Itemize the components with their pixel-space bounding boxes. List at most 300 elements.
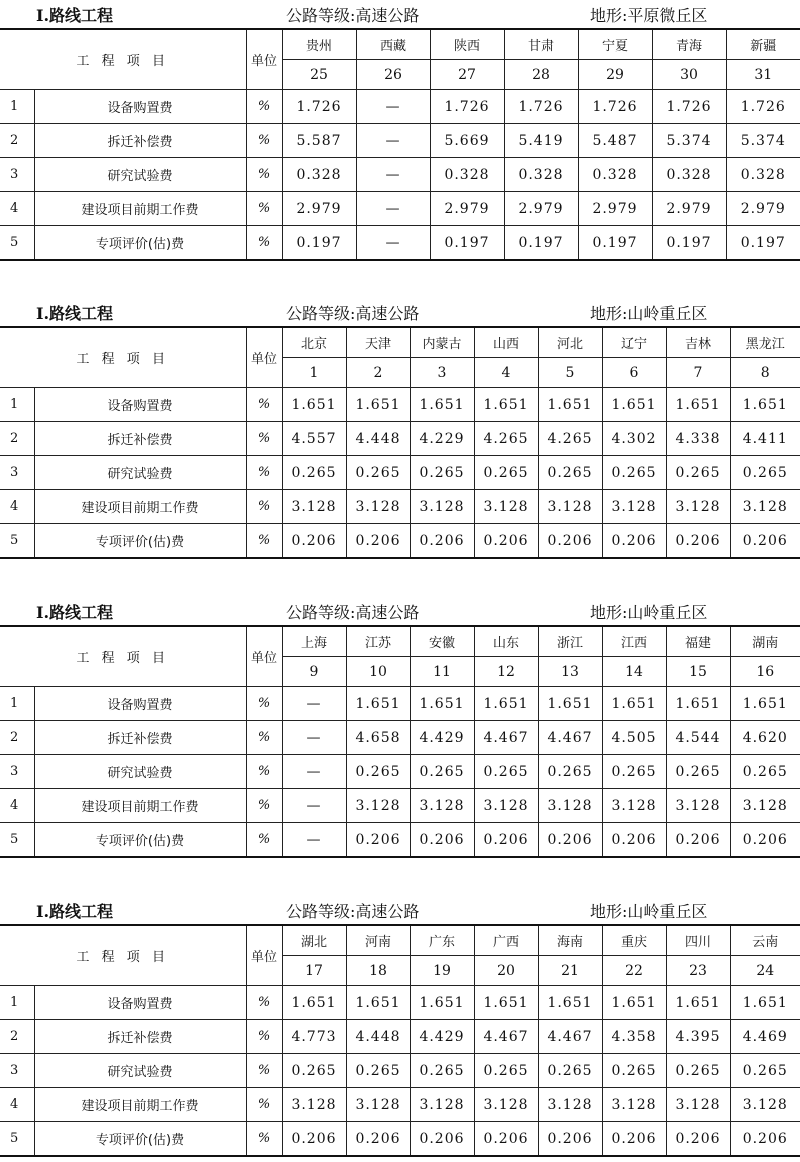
rate-value-cell: 0.328 bbox=[652, 158, 726, 192]
cost-item-name-cell: 设备购置费 bbox=[34, 388, 246, 422]
rate-value-cell: 0.206 bbox=[474, 823, 538, 858]
rate-value-cell: — bbox=[282, 687, 346, 721]
unit-cell: % bbox=[246, 1054, 282, 1088]
province-code-cell: 24 bbox=[730, 956, 800, 986]
row-number-cell: 3 bbox=[0, 1054, 34, 1088]
rate-value-cell: 3.128 bbox=[730, 1088, 800, 1122]
section-header bbox=[0, 896, 800, 924]
row-number-cell: 1 bbox=[0, 986, 34, 1020]
rate-value-cell: 1.726 bbox=[282, 90, 356, 124]
rate-value-cell: 1.651 bbox=[602, 388, 666, 422]
rate-value-cell: 3.128 bbox=[474, 490, 538, 524]
section-title: Ⅰ.路线工程 bbox=[36, 902, 114, 921]
province-code-cell: 18 bbox=[346, 956, 410, 986]
unit-cell: % bbox=[246, 158, 282, 192]
cost-item-name-cell: 建设项目前期工作费 bbox=[34, 192, 246, 226]
rate-value-cell: 4.505 bbox=[602, 721, 666, 755]
province-name-cell: 江苏 bbox=[346, 626, 410, 657]
rate-value-cell: 0.197 bbox=[726, 226, 800, 261]
province-name-cell: 山东 bbox=[474, 626, 538, 657]
rate-value-cell: 0.328 bbox=[726, 158, 800, 192]
rate-value-cell: 1.651 bbox=[730, 388, 800, 422]
rate-value-cell: 5.587 bbox=[282, 124, 356, 158]
rate-value-cell: — bbox=[282, 789, 346, 823]
row-number-cell: 5 bbox=[0, 1122, 34, 1157]
cost-rate-table bbox=[0, 625, 800, 858]
rate-value-cell: 4.411 bbox=[730, 422, 800, 456]
row-number-cell: 3 bbox=[0, 755, 34, 789]
rate-value-cell: 0.197 bbox=[430, 226, 504, 261]
rate-value-cell: 2.979 bbox=[504, 192, 578, 226]
table-row bbox=[0, 1020, 800, 1054]
rate-value-cell: 0.265 bbox=[666, 755, 730, 789]
province-name-cell: 内蒙古 bbox=[410, 327, 474, 358]
rate-value-cell: 3.128 bbox=[346, 490, 410, 524]
rate-value-cell: 4.557 bbox=[282, 422, 346, 456]
rate-value-cell: 1.651 bbox=[666, 986, 730, 1020]
rate-value-cell: 1.651 bbox=[538, 986, 602, 1020]
header-row-province-names bbox=[0, 925, 800, 956]
rate-value-cell: 3.128 bbox=[410, 490, 474, 524]
rate-value-cell: 1.651 bbox=[282, 986, 346, 1020]
row-number-cell: 5 bbox=[0, 226, 34, 261]
province-code-cell: 10 bbox=[346, 657, 410, 687]
table-row bbox=[0, 192, 800, 226]
rate-value-cell: 4.620 bbox=[730, 721, 800, 755]
cost-rate-table bbox=[0, 28, 800, 261]
rate-value-cell: 3.128 bbox=[410, 789, 474, 823]
unit-cell: % bbox=[246, 823, 282, 858]
row-number-cell: 2 bbox=[0, 721, 34, 755]
row-number-cell: 4 bbox=[0, 789, 34, 823]
rate-value-cell: 0.206 bbox=[410, 1122, 474, 1157]
rate-value-cell: 3.128 bbox=[666, 789, 730, 823]
rate-value-cell: 0.328 bbox=[578, 158, 652, 192]
province-name-cell: 海南 bbox=[538, 925, 602, 956]
rate-value-cell: 0.197 bbox=[578, 226, 652, 261]
table-row bbox=[0, 789, 800, 823]
unit-cell: % bbox=[246, 1088, 282, 1122]
rate-value-cell: 0.328 bbox=[282, 158, 356, 192]
rate-value-cell: 0.328 bbox=[504, 158, 578, 192]
rate-value-cell: 3.128 bbox=[538, 490, 602, 524]
rate-value-cell: 0.328 bbox=[430, 158, 504, 192]
rate-value-cell: — bbox=[356, 158, 430, 192]
province-name-cell: 宁夏 bbox=[578, 29, 652, 60]
province-code-cell: 14 bbox=[602, 657, 666, 687]
terrain-label: 地形:山岭重丘区 bbox=[590, 902, 708, 921]
province-code-cell: 3 bbox=[410, 358, 474, 388]
province-name-cell: 云南 bbox=[730, 925, 800, 956]
rate-value-cell: — bbox=[282, 721, 346, 755]
unit-cell: % bbox=[246, 687, 282, 721]
rate-value-cell: 5.487 bbox=[578, 124, 652, 158]
rate-value-cell: 0.265 bbox=[410, 456, 474, 490]
rate-value-cell: — bbox=[356, 192, 430, 226]
rate-value-cell: 0.265 bbox=[602, 755, 666, 789]
rate-value-cell: 0.265 bbox=[666, 1054, 730, 1088]
province-name-cell: 新疆 bbox=[726, 29, 800, 60]
province-code-cell: 26 bbox=[356, 60, 430, 90]
rate-value-cell: 1.651 bbox=[410, 986, 474, 1020]
rate-value-cell: 0.206 bbox=[602, 823, 666, 858]
unit-cell: % bbox=[246, 192, 282, 226]
province-code-cell: 13 bbox=[538, 657, 602, 687]
rate-value-cell: 1.726 bbox=[726, 90, 800, 124]
cost-item-name-cell: 研究试验费 bbox=[34, 1054, 246, 1088]
province-name-cell: 福建 bbox=[666, 626, 730, 657]
cost-item-name-cell: 拆迁补偿费 bbox=[34, 1020, 246, 1054]
rate-value-cell: 2.979 bbox=[282, 192, 356, 226]
rate-value-cell: 0.206 bbox=[410, 823, 474, 858]
cost-rate-table bbox=[0, 326, 800, 559]
rate-value-cell: 0.206 bbox=[730, 524, 800, 559]
rate-value-cell: 4.265 bbox=[538, 422, 602, 456]
table-section bbox=[0, 597, 800, 858]
item-column-header: 工 程 项 目 bbox=[0, 327, 246, 388]
rate-value-cell: 0.265 bbox=[474, 755, 538, 789]
table-row bbox=[0, 1122, 800, 1157]
rate-value-cell: 4.469 bbox=[730, 1020, 800, 1054]
rate-value-cell: 3.128 bbox=[410, 1088, 474, 1122]
table-row bbox=[0, 90, 800, 124]
province-code-cell: 7 bbox=[666, 358, 730, 388]
rate-value-cell: 0.265 bbox=[346, 1054, 410, 1088]
unit-cell: % bbox=[246, 456, 282, 490]
rate-value-cell: 0.206 bbox=[602, 524, 666, 559]
province-name-cell: 青海 bbox=[652, 29, 726, 60]
province-name-cell: 重庆 bbox=[602, 925, 666, 956]
rate-value-cell: 3.128 bbox=[602, 1088, 666, 1122]
unit-cell: % bbox=[246, 388, 282, 422]
rate-value-cell: 5.669 bbox=[430, 124, 504, 158]
cost-item-name-cell: 建设项目前期工作费 bbox=[34, 1088, 246, 1122]
rate-value-cell: 4.338 bbox=[666, 422, 730, 456]
cost-item-name-cell: 建设项目前期工作费 bbox=[34, 490, 246, 524]
province-code-cell: 22 bbox=[602, 956, 666, 986]
table-row bbox=[0, 226, 800, 261]
province-code-cell: 27 bbox=[430, 60, 504, 90]
province-name-cell: 山西 bbox=[474, 327, 538, 358]
rate-value-cell: 0.206 bbox=[666, 1122, 730, 1157]
rate-value-cell: 0.265 bbox=[730, 1054, 800, 1088]
rate-value-cell: 0.206 bbox=[538, 524, 602, 559]
province-code-cell: 5 bbox=[538, 358, 602, 388]
rate-value-cell: 1.651 bbox=[666, 388, 730, 422]
item-column-header: 工 程 项 目 bbox=[0, 626, 246, 687]
table-row bbox=[0, 687, 800, 721]
rate-value-cell: 4.467 bbox=[538, 721, 602, 755]
table-row bbox=[0, 124, 800, 158]
table-row bbox=[0, 986, 800, 1020]
row-number-cell: 5 bbox=[0, 524, 34, 559]
rate-value-cell: — bbox=[356, 124, 430, 158]
rate-value-cell: 0.197 bbox=[652, 226, 726, 261]
header-row-province-names bbox=[0, 327, 800, 358]
province-code-cell: 9 bbox=[282, 657, 346, 687]
rate-value-cell: 1.651 bbox=[474, 388, 538, 422]
rate-value-cell: 4.448 bbox=[346, 1020, 410, 1054]
province-code-cell: 28 bbox=[504, 60, 578, 90]
province-name-cell: 江西 bbox=[602, 626, 666, 657]
cost-item-name-cell: 专项评价(估)费 bbox=[34, 524, 246, 559]
rate-value-cell: 4.658 bbox=[346, 721, 410, 755]
rate-value-cell: 4.544 bbox=[666, 721, 730, 755]
rate-value-cell: 1.651 bbox=[474, 687, 538, 721]
row-number-cell: 1 bbox=[0, 687, 34, 721]
rate-value-cell: 0.206 bbox=[730, 823, 800, 858]
rate-value-cell: 0.265 bbox=[410, 755, 474, 789]
rate-value-cell: — bbox=[282, 755, 346, 789]
rate-value-cell: 3.128 bbox=[538, 1088, 602, 1122]
rate-value-cell: 0.265 bbox=[666, 456, 730, 490]
unit-cell: % bbox=[246, 1122, 282, 1157]
rate-value-cell: 1.726 bbox=[578, 90, 652, 124]
province-code-cell: 21 bbox=[538, 956, 602, 986]
row-number-cell: 1 bbox=[0, 388, 34, 422]
rate-value-cell: 0.206 bbox=[602, 1122, 666, 1157]
province-code-cell: 11 bbox=[410, 657, 474, 687]
rate-value-cell: 3.128 bbox=[474, 1088, 538, 1122]
unit-cell: % bbox=[246, 524, 282, 559]
rate-value-cell: 0.206 bbox=[282, 1122, 346, 1157]
rate-value-cell: 1.651 bbox=[410, 388, 474, 422]
cost-item-name-cell: 设备购置费 bbox=[34, 687, 246, 721]
rate-value-cell: 0.265 bbox=[346, 755, 410, 789]
table-row bbox=[0, 755, 800, 789]
province-name-cell: 广西 bbox=[474, 925, 538, 956]
rate-value-cell: 1.651 bbox=[602, 986, 666, 1020]
table-row bbox=[0, 721, 800, 755]
table-section bbox=[0, 0, 800, 261]
province-code-cell: 19 bbox=[410, 956, 474, 986]
row-number-cell: 2 bbox=[0, 422, 34, 456]
province-code-cell: 31 bbox=[726, 60, 800, 90]
terrain-label: 地形:平原微丘区 bbox=[590, 6, 708, 25]
rate-value-cell: 1.651 bbox=[730, 687, 800, 721]
unit-cell: % bbox=[246, 986, 282, 1020]
rate-value-cell: 0.206 bbox=[730, 1122, 800, 1157]
province-code-cell: 8 bbox=[730, 358, 800, 388]
rate-value-cell: 1.651 bbox=[538, 388, 602, 422]
province-code-cell: 20 bbox=[474, 956, 538, 986]
row-number-cell: 1 bbox=[0, 90, 34, 124]
rate-value-cell: 3.128 bbox=[282, 490, 346, 524]
unit-cell: % bbox=[246, 226, 282, 261]
table-row bbox=[0, 1088, 800, 1122]
rate-value-cell: 0.265 bbox=[282, 456, 346, 490]
province-code-cell: 1 bbox=[282, 358, 346, 388]
province-code-cell: 4 bbox=[474, 358, 538, 388]
section-title: Ⅰ.路线工程 bbox=[36, 6, 114, 25]
header-row-province-names bbox=[0, 626, 800, 657]
province-name-cell: 甘肃 bbox=[504, 29, 578, 60]
rate-value-cell: 4.467 bbox=[474, 1020, 538, 1054]
rate-value-cell: 0.197 bbox=[282, 226, 356, 261]
province-code-cell: 15 bbox=[666, 657, 730, 687]
unit-cell: % bbox=[246, 422, 282, 456]
cost-item-name-cell: 专项评价(估)费 bbox=[34, 226, 246, 261]
rate-value-cell: 0.197 bbox=[504, 226, 578, 261]
rate-value-cell: 3.128 bbox=[474, 789, 538, 823]
row-number-cell: 2 bbox=[0, 1020, 34, 1054]
road-grade-label: 公路等级:高速公路 bbox=[286, 902, 420, 921]
item-column-header: 工 程 项 目 bbox=[0, 29, 246, 90]
rate-value-cell: 1.651 bbox=[410, 687, 474, 721]
rate-value-cell: 2.979 bbox=[726, 192, 800, 226]
rate-value-cell: 3.128 bbox=[730, 490, 800, 524]
rate-value-cell: 0.265 bbox=[730, 456, 800, 490]
cost-item-name-cell: 设备购置费 bbox=[34, 90, 246, 124]
rate-value-cell: 1.651 bbox=[282, 388, 346, 422]
rate-value-cell: 2.979 bbox=[578, 192, 652, 226]
rate-value-cell: 1.651 bbox=[538, 687, 602, 721]
rate-value-cell: 3.128 bbox=[602, 490, 666, 524]
cost-item-name-cell: 研究试验费 bbox=[34, 158, 246, 192]
province-name-cell: 四川 bbox=[666, 925, 730, 956]
table-row bbox=[0, 456, 800, 490]
rate-value-cell: 4.265 bbox=[474, 422, 538, 456]
rate-value-cell: 0.206 bbox=[666, 823, 730, 858]
unit-cell: % bbox=[246, 90, 282, 124]
row-number-cell: 2 bbox=[0, 124, 34, 158]
rate-value-cell: 3.128 bbox=[346, 789, 410, 823]
rate-value-cell: 0.206 bbox=[666, 524, 730, 559]
rate-value-cell: 0.265 bbox=[730, 755, 800, 789]
road-grade-label: 公路等级:高速公路 bbox=[286, 6, 420, 25]
rate-value-cell: 0.265 bbox=[474, 1054, 538, 1088]
province-code-cell: 25 bbox=[282, 60, 356, 90]
row-number-cell: 3 bbox=[0, 158, 34, 192]
cost-rate-table bbox=[0, 924, 800, 1157]
rate-value-cell: 4.358 bbox=[602, 1020, 666, 1054]
cost-item-name-cell: 拆迁补偿费 bbox=[34, 124, 246, 158]
table-row bbox=[0, 388, 800, 422]
section-header bbox=[0, 0, 800, 28]
province-name-cell: 黑龙江 bbox=[730, 327, 800, 358]
table-row bbox=[0, 524, 800, 559]
rate-value-cell: — bbox=[282, 823, 346, 858]
rate-value-cell: 4.302 bbox=[602, 422, 666, 456]
province-name-cell: 吉林 bbox=[666, 327, 730, 358]
rate-value-cell: 5.374 bbox=[652, 124, 726, 158]
table-row bbox=[0, 422, 800, 456]
province-name-cell: 浙江 bbox=[538, 626, 602, 657]
rate-value-cell: 4.395 bbox=[666, 1020, 730, 1054]
unit-column-header: 单位 bbox=[246, 29, 282, 90]
rate-value-cell: 0.265 bbox=[474, 456, 538, 490]
rate-value-cell: 3.128 bbox=[538, 789, 602, 823]
rate-value-cell: 5.374 bbox=[726, 124, 800, 158]
rate-value-cell: 2.979 bbox=[430, 192, 504, 226]
rate-value-cell: 0.265 bbox=[538, 456, 602, 490]
rate-value-cell: 1.726 bbox=[504, 90, 578, 124]
section-title: Ⅰ.路线工程 bbox=[36, 603, 114, 622]
rate-value-cell: 0.265 bbox=[602, 456, 666, 490]
province-code-cell: 17 bbox=[282, 956, 346, 986]
province-name-cell: 广东 bbox=[410, 925, 474, 956]
rate-value-cell: 0.265 bbox=[346, 456, 410, 490]
rate-value-cell: 1.651 bbox=[602, 687, 666, 721]
table-row bbox=[0, 1054, 800, 1088]
province-code-cell: 12 bbox=[474, 657, 538, 687]
rate-value-cell: 0.206 bbox=[346, 524, 410, 559]
rate-value-cell: 3.128 bbox=[666, 1088, 730, 1122]
rate-value-cell: 4.467 bbox=[474, 721, 538, 755]
rate-value-cell: 0.206 bbox=[346, 1122, 410, 1157]
road-grade-label: 公路等级:高速公路 bbox=[286, 304, 420, 323]
row-number-cell: 4 bbox=[0, 490, 34, 524]
rate-value-cell: 4.429 bbox=[410, 721, 474, 755]
rate-value-cell: 1.651 bbox=[346, 388, 410, 422]
province-name-cell: 天津 bbox=[346, 327, 410, 358]
province-name-cell: 河南 bbox=[346, 925, 410, 956]
row-number-cell: 3 bbox=[0, 456, 34, 490]
rate-value-cell: 4.467 bbox=[538, 1020, 602, 1054]
rate-value-cell: 1.651 bbox=[346, 986, 410, 1020]
province-code-cell: 16 bbox=[730, 657, 800, 687]
rate-value-cell: 0.206 bbox=[538, 823, 602, 858]
province-name-cell: 贵州 bbox=[282, 29, 356, 60]
rate-value-cell: 4.429 bbox=[410, 1020, 474, 1054]
rate-value-cell: 4.448 bbox=[346, 422, 410, 456]
province-name-cell: 上海 bbox=[282, 626, 346, 657]
province-name-cell: 西藏 bbox=[356, 29, 430, 60]
province-code-cell: 23 bbox=[666, 956, 730, 986]
rate-value-cell: 1.726 bbox=[652, 90, 726, 124]
cost-item-name-cell: 拆迁补偿费 bbox=[34, 422, 246, 456]
rate-value-cell: 1.651 bbox=[730, 986, 800, 1020]
row-number-cell: 4 bbox=[0, 1088, 34, 1122]
header-row-province-names bbox=[0, 29, 800, 60]
cost-item-name-cell: 专项评价(估)费 bbox=[34, 1122, 246, 1157]
terrain-label: 地形:山岭重丘区 bbox=[590, 603, 708, 622]
road-grade-label: 公路等级:高速公路 bbox=[286, 603, 420, 622]
table-section bbox=[0, 896, 800, 1157]
table-section bbox=[0, 298, 800, 559]
unit-column-header: 单位 bbox=[246, 626, 282, 687]
rate-value-cell: 3.128 bbox=[346, 1088, 410, 1122]
province-name-cell: 湖北 bbox=[282, 925, 346, 956]
rate-value-cell: 1.651 bbox=[666, 687, 730, 721]
province-name-cell: 陕西 bbox=[430, 29, 504, 60]
province-name-cell: 北京 bbox=[282, 327, 346, 358]
table-row bbox=[0, 490, 800, 524]
province-code-cell: 30 bbox=[652, 60, 726, 90]
rate-value-cell: 2.979 bbox=[652, 192, 726, 226]
rate-value-cell: 3.128 bbox=[730, 789, 800, 823]
rate-value-cell: 0.206 bbox=[474, 1122, 538, 1157]
unit-cell: % bbox=[246, 755, 282, 789]
unit-cell: % bbox=[246, 721, 282, 755]
rate-value-cell: 3.128 bbox=[602, 789, 666, 823]
rate-value-cell: 1.651 bbox=[474, 986, 538, 1020]
cost-item-name-cell: 研究试验费 bbox=[34, 755, 246, 789]
row-number-cell: 4 bbox=[0, 192, 34, 226]
rate-value-cell: — bbox=[356, 226, 430, 261]
terrain-label: 地形:山岭重丘区 bbox=[590, 304, 708, 323]
rate-value-cell: — bbox=[356, 90, 430, 124]
cost-item-name-cell: 研究试验费 bbox=[34, 456, 246, 490]
rate-value-cell: 4.773 bbox=[282, 1020, 346, 1054]
section-title: Ⅰ.路线工程 bbox=[36, 304, 114, 323]
rate-value-cell: 0.206 bbox=[346, 823, 410, 858]
item-column-header: 工 程 项 目 bbox=[0, 925, 246, 986]
rate-value-cell: 3.128 bbox=[666, 490, 730, 524]
province-code-cell: 29 bbox=[578, 60, 652, 90]
rate-value-cell: 3.128 bbox=[282, 1088, 346, 1122]
rate-value-cell: 0.265 bbox=[538, 1054, 602, 1088]
